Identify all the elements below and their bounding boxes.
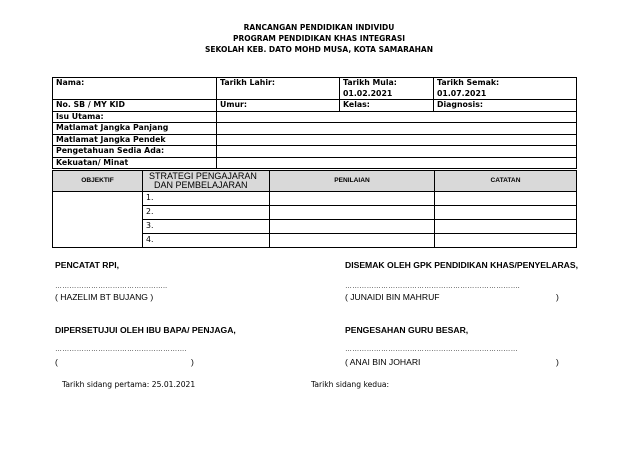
disemak-signature-line: ………………………………………………………………. [345, 283, 520, 290]
tarikh-semak-label: Tarikh Semak: [437, 78, 500, 87]
kekuatan-label: Kekuatan/ Minat [53, 157, 217, 169]
catatan-header: CATATAN [435, 171, 577, 192]
matlamat-pendek-value [217, 134, 577, 146]
row-number: 4. [143, 234, 270, 248]
tarikh-mula-label: Tarikh Mula: [343, 78, 397, 87]
disemak-close-bracket: ) [556, 292, 559, 302]
catatan-cell [435, 234, 577, 248]
kekuatan-value [217, 157, 577, 169]
diagnosis-label: Diagnosis: [434, 100, 577, 112]
matlamat-panjang-value [217, 123, 577, 135]
no-sb-label: No. SB / MY KID [53, 100, 217, 112]
pencatat-signature-line: ……………………………………….. [55, 283, 168, 290]
objektif-header: OBJEKTIF [53, 171, 143, 192]
tarikh-mula-cell [340, 78, 434, 100]
rpi-form-table [52, 77, 577, 169]
tarikh-mula-value: 01.02.2021 [343, 88, 393, 98]
tarikh-sidang-pertama: Tarikh sidang pertama: 25.01.2021 [62, 380, 196, 389]
tarikh-semak-cell [434, 78, 577, 100]
tarikh-semak-value: 01.07.2021 [437, 88, 487, 98]
dipersetujui-label: DIPERSETUJUI OLEH IBU BAPA/ PENJAGA, [55, 325, 236, 335]
strategi-header-line2: DAN PEMBELAJARAN [154, 180, 248, 190]
isu-utama-value [217, 111, 577, 123]
document-header [0, 22, 638, 55]
penilaian-header: PENILAIAN [270, 171, 435, 192]
title-line-2: PROGRAM PENDIDIKAN KHAS INTEGRASI [232, 34, 406, 43]
strategi-header-line1: STRATEGI PENGAJARAN [149, 170, 257, 181]
nama-label: Nama: [53, 78, 217, 100]
penilaian-cell [270, 206, 435, 220]
matlamat-pendek-label: Matlamat Jangka Pendek [53, 134, 217, 146]
catatan-cell [435, 220, 577, 234]
disemak-label: DISEMAK OLEH GPK PENDIDIKAN KHAS/PENYELARAS, [345, 260, 579, 270]
matlamat-panjang-label: Matlamat Jangka Panjang [53, 123, 217, 135]
penilaian-cell [270, 192, 435, 206]
pengetahuan-value [217, 146, 577, 158]
catatan-cell [435, 206, 577, 220]
row-number: 1. [143, 192, 270, 206]
pengesahan-close-bracket: ) [556, 357, 559, 367]
umur-label: Umur: [217, 100, 340, 112]
pencatat-label: PENCATAT RPI, [55, 260, 119, 270]
pengetahuan-label: Pengetahuan Sedia Ada: [53, 146, 217, 158]
dipersetujui-open-bracket: ( [55, 357, 58, 367]
isu-utama-label: Isu Utama: [53, 111, 217, 123]
pengesahan-signature-line: ……………………………………………………………… [345, 346, 518, 353]
pengesahan-label: PENGESAHAN GURU BESAR, [345, 325, 469, 335]
tarikh-lahir-label: Tarikh Lahir: [217, 78, 340, 100]
penilaian-cell [270, 220, 435, 234]
strategi-header [143, 171, 270, 192]
dipersetujui-close-bracket: ) [191, 357, 194, 367]
dipersetujui-signature-line: ………………………………………………. [55, 346, 187, 353]
row-number: 2. [143, 206, 270, 220]
title-line-3: SEKOLAH KEB. DATO MOHD MUSA, KOTA SAMARAHAN [204, 45, 434, 54]
title-line-1: RANCANGAN PENDIDIKAN INDIVIDU [243, 23, 395, 32]
catatan-cell [435, 192, 577, 206]
disemak-name: ( JUNAIDI BIN MAHRUF [345, 292, 440, 302]
objektif-table [52, 170, 577, 248]
row-number: 3. [143, 220, 270, 234]
penilaian-cell [270, 234, 435, 248]
pengesahan-name: ( ANAI BIN JOHARI [345, 357, 421, 367]
tarikh-sidang-kedua: Tarikh sidang kedua: [311, 380, 390, 389]
kelas-label: Kelas: [340, 100, 434, 112]
pencatat-name: ( HAZELIM BT BUJANG ) [55, 292, 154, 302]
objektif-cell [53, 192, 143, 248]
